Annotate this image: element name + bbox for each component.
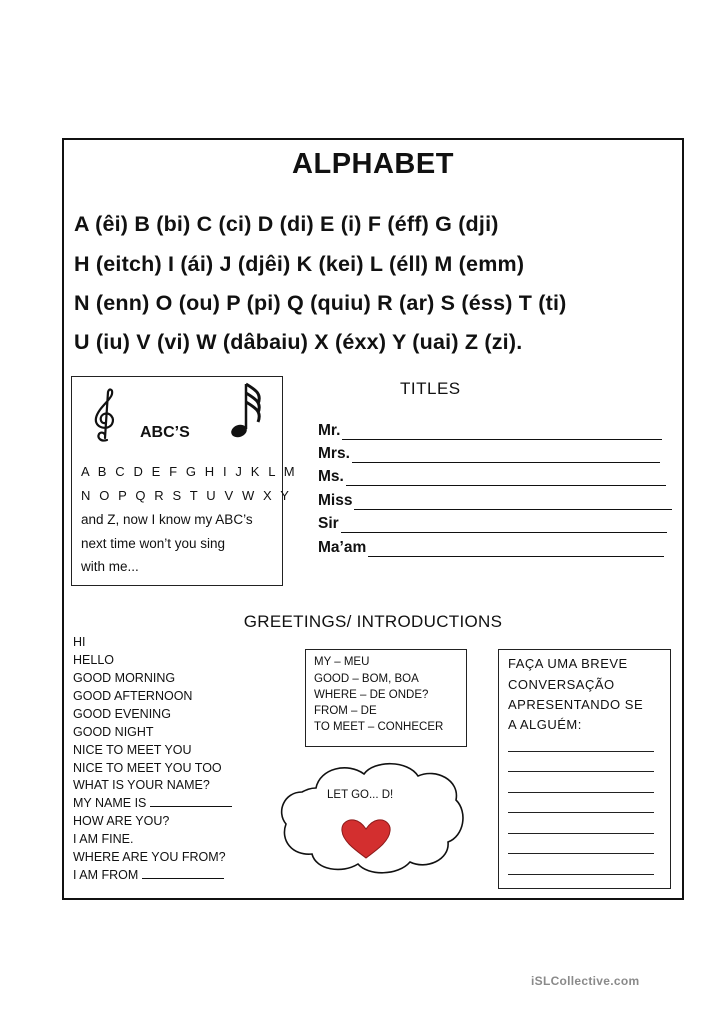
conversation-prompt: A ALGUÉM:: [508, 717, 582, 732]
greeting-item: GOOD EVENING: [73, 707, 171, 721]
conversation-prompt: CONVERSAÇÃO: [508, 677, 615, 692]
greeting-item: HOW ARE YOU?: [73, 814, 170, 828]
title-row-miss: [318, 492, 672, 510]
answer-line: [342, 425, 662, 440]
greeting-item: GOOD MORNING: [73, 671, 176, 685]
greeting-item-my-name: [73, 796, 232, 810]
answer-line: [508, 771, 654, 772]
vocab-item: GOOD – BOM, BOA: [314, 673, 419, 685]
abc-letters-line-1: A B C D E F G H I J K L M: [81, 464, 298, 479]
answer-line: [352, 448, 660, 463]
answer-line: [508, 833, 654, 834]
titles-heading: TITLES: [400, 379, 461, 398]
greeting-item: WHERE ARE YOU FROM?: [73, 850, 226, 864]
greeting-item: WHAT IS YOUR NAME?: [73, 778, 210, 792]
title-label: Ms.: [318, 468, 344, 485]
treble-clef-icon: [88, 386, 122, 444]
greeting-item: NICE TO MEET YOU TOO: [73, 761, 222, 775]
greeting-text: I AM FROM: [73, 868, 139, 882]
abc-letters-line-2: N O P Q R S T U V W X Y: [81, 488, 292, 503]
greeting-item-from: [73, 868, 224, 882]
answer-line: [341, 518, 667, 533]
answer-line: [346, 471, 666, 486]
greeting-item: GOOD NIGHT: [73, 725, 154, 739]
site-watermark: iSLCollective.com: [531, 974, 640, 988]
answer-line: [368, 542, 664, 557]
answer-line: [508, 812, 654, 813]
greeting-text: MY NAME IS: [73, 796, 147, 810]
title-label: Ma’am: [318, 539, 367, 556]
answer-line: [508, 874, 654, 875]
alphabet-line-3: N (enn) O (ou) P (pi) Q (quiu) R (ar) S (éss) T (ti): [74, 291, 567, 315]
vocab-item: MY – MEU: [314, 656, 370, 668]
music-notes-icon: [228, 380, 268, 440]
abc-lyrics-line-1: and Z, now I know my ABC’s: [81, 512, 253, 527]
answer-line: [354, 495, 672, 510]
conversation-prompt: APRESENTANDO SE: [508, 697, 644, 712]
title-label: Sir: [318, 515, 339, 532]
vocab-item: TO MEET – CONHECER: [314, 721, 444, 733]
conversation-prompt: FAÇA UMA BREVE: [508, 656, 628, 671]
answer-line: [508, 853, 654, 854]
title-label: Mrs.: [318, 445, 350, 462]
answer-line: [508, 792, 654, 793]
greeting-item: HELLO: [73, 653, 114, 667]
title-row-mr: [318, 422, 662, 440]
greeting-item: GOOD AFTERNOON: [73, 689, 193, 703]
answer-line: [142, 878, 224, 879]
abc-song-title: ABC’S: [140, 424, 190, 441]
title-row-ms: [318, 468, 666, 486]
vocab-item: FROM – DE: [314, 705, 377, 717]
answer-line: [508, 751, 654, 752]
abc-lyrics-line-3: with me...: [81, 559, 139, 574]
title-label: Mr.: [318, 422, 341, 439]
abc-lyrics-line-2: next time won’t you sing: [81, 536, 226, 551]
title-row-sir: [318, 515, 667, 533]
alphabet-line-4: U (iu) V (vi) W (dâbaiu) X (éxx) Y (uai) Z (zi).: [74, 330, 523, 354]
page-title: ALPHABET: [292, 148, 454, 180]
greeting-item: I AM FINE.: [73, 832, 134, 846]
heart-icon: [339, 818, 393, 860]
cloud-text: LET GO... D!: [327, 789, 394, 801]
title-row-mrs: [318, 445, 660, 463]
alphabet-line-2: H (eitch) I (ái) J (djêi) K (kei) L (éll) M (emm): [74, 252, 525, 276]
title-label: Miss: [318, 492, 353, 509]
greetings-heading: GREETINGS/ INTRODUCTIONS: [243, 612, 503, 631]
alphabet-line-1: A (êi) B (bi) C (ci) D (di) E (i) F (éff) G (dji): [74, 212, 499, 236]
greeting-item: NICE TO MEET YOU: [73, 743, 192, 757]
greeting-item: HI: [73, 635, 86, 649]
answer-line: [150, 806, 232, 807]
title-row-maam: [318, 539, 664, 557]
vocab-item: WHERE – DE ONDE?: [314, 689, 429, 701]
